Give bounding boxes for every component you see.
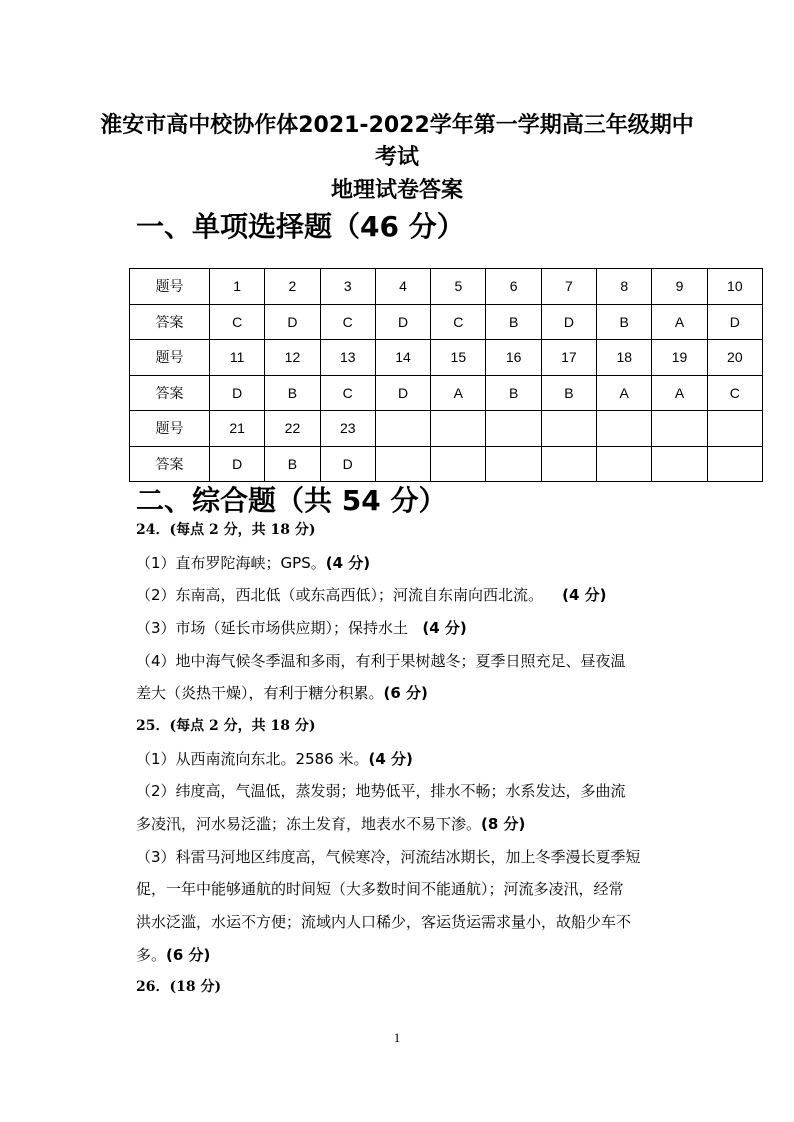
section-heading-comprehensive: 二、综合题（共 54 分）	[136, 484, 447, 517]
question-25-answer-3-line-4: 多。(6 分)	[136, 946, 211, 964]
question-25-answer-2-line-1: （2）纬度高，气温低，蒸发弱；地势低平，排水不畅；水系发达，多曲流	[136, 782, 626, 800]
answer-table-row	[130, 375, 763, 411]
answer-table-cell: 14	[375, 340, 430, 376]
answer-table-cell: 18	[597, 340, 652, 376]
answer-table-cell: 16	[486, 340, 541, 376]
answer-table-cell: 8	[597, 269, 652, 305]
answer-table-cell: 21	[210, 411, 265, 447]
document-title-line-1: 淮安市高中校协作体2021-2022学年第一学期高三年级期中	[100, 113, 694, 138]
answer-table-cell: 9	[652, 269, 707, 305]
answer-table-cell: D	[375, 304, 430, 340]
answer-table-cell: 5	[431, 269, 486, 305]
answer-table-row	[130, 269, 763, 305]
answer-table-cell: 6	[486, 269, 541, 305]
answer-table-cell: 13	[320, 340, 375, 376]
question-25-answer-3-line-1: （3）科雷马河地区纬度高，气候寒冷，河流结冰期长，加上冬季漫长夏季短	[136, 848, 641, 866]
answer-table-cell: B	[265, 375, 320, 411]
question-24-answer-2: （2）东南高，西北低（或东高西低）；河流自东南向西北流。 (4 分)	[136, 586, 607, 604]
answer-table-cell: A	[652, 304, 707, 340]
answer-table-row-label: 答案	[130, 446, 210, 482]
question-25-answer-2-line-2: 多凌汛，河水易泛滥；冻土发育，地表水不易下渗。(8 分)	[136, 815, 526, 833]
answer-table-cell: C	[320, 375, 375, 411]
answer-table-row-label: 题号	[130, 411, 210, 447]
question-25-header: 25．(每点 2 分，共 18 分)	[136, 718, 316, 734]
answer-table-cell: D	[707, 304, 762, 340]
answer-table-cell: D	[265, 304, 320, 340]
question-26-header: 26．(18 分)	[136, 979, 222, 995]
answer-table-cell: 10	[707, 269, 762, 305]
answer-table-cell	[486, 446, 541, 482]
question-25-answer-3-line-2: 促，一年中能够通航的时间短（大多数时间不能通航）；河流多凌汛，经常	[136, 880, 624, 898]
answer-table-row	[130, 304, 763, 340]
answer-table-row-label: 题号	[130, 269, 210, 305]
answer-table-cell: C	[431, 304, 486, 340]
answer-table-cell: D	[320, 446, 375, 482]
answer-table-row-label: 题号	[130, 340, 210, 376]
page-number: 1	[393, 1030, 401, 1045]
answer-table-row	[130, 340, 763, 376]
question-24-answer-1: （1）直布罗陀海峡；GPS。(4 分)	[136, 554, 371, 572]
answer-table-cell: B	[265, 446, 320, 482]
answer-table-cell: 23	[320, 411, 375, 447]
answer-table-cell: A	[431, 375, 486, 411]
answer-table-cell: 12	[265, 340, 320, 376]
answer-table-cell	[597, 446, 652, 482]
answer-table-cell: D	[210, 375, 265, 411]
answer-table-cell: C	[320, 304, 375, 340]
answer-table-cell: D	[541, 304, 596, 340]
answer-table-row-label: 答案	[130, 304, 210, 340]
answer-table-cell: 4	[375, 269, 430, 305]
answer-table-cell	[486, 411, 541, 447]
question-24-answer-3: （3）市场（延长市场供应期）；保持水土 (4 分)	[136, 619, 467, 637]
question-24-answer-4-line-2: 差大（炎热干燥），有利于糖分积累。(6 分)	[136, 684, 428, 702]
section-heading-multiple-choice: 一、单项选择题（46 分）	[136, 210, 465, 243]
answer-table-cell	[375, 411, 430, 447]
answer-table-cell: B	[597, 304, 652, 340]
question-24-header: 24．(每点 2 分，共 18 分)	[136, 522, 316, 538]
answer-table-cell	[652, 446, 707, 482]
answer-table-cell: 22	[265, 411, 320, 447]
answer-table-cell: 17	[541, 340, 596, 376]
answer-table-cell: 11	[210, 340, 265, 376]
answer-table-row	[130, 411, 763, 447]
question-25-answer-3-line-3: 洪水泛滥，水运不方便；流域内人口稀少，客运货运需求量小，故船少车不	[136, 913, 632, 931]
answer-table-cell: D	[210, 446, 265, 482]
answer-table-cell: A	[652, 375, 707, 411]
answer-table-cell: D	[375, 375, 430, 411]
question-25-answer-1: （1）从西南流向东北。2586 米。(4 分)	[136, 750, 413, 768]
document-subtitle: 地理试卷答案	[330, 178, 463, 203]
answer-table-cell: C	[210, 304, 265, 340]
answer-table-cell: C	[707, 375, 762, 411]
answer-table-cell: 20	[707, 340, 762, 376]
answer-table-cell	[541, 411, 596, 447]
answer-table-cell	[597, 411, 652, 447]
answer-table-cell: B	[541, 375, 596, 411]
answer-table-cell: A	[597, 375, 652, 411]
answer-table-cell: 3	[320, 269, 375, 305]
answer-table-cell	[431, 411, 486, 447]
answer-table-cell	[652, 411, 707, 447]
answer-table-cell	[707, 411, 762, 447]
answer-table-cell: 1	[210, 269, 265, 305]
answer-table-cell: 2	[265, 269, 320, 305]
answer-table-cell	[707, 446, 762, 482]
answer-table-cell	[431, 446, 486, 482]
answer-table-cell: B	[486, 375, 541, 411]
answer-table-cell	[375, 446, 430, 482]
answer-table	[129, 268, 763, 482]
question-24-answer-4-line-1: （4）地中海气候冬季温和多雨，有利于果树越冬；夏季日照充足、昼夜温	[136, 652, 626, 670]
answer-table-cell: 7	[541, 269, 596, 305]
answer-table-row-label: 答案	[130, 375, 210, 411]
answer-table-cell: 19	[652, 340, 707, 376]
document-title-line-2: 考试	[374, 145, 419, 170]
answer-table-cell	[541, 446, 596, 482]
answer-table-cell: B	[486, 304, 541, 340]
answer-table-cell: 15	[431, 340, 486, 376]
answer-table-row	[130, 446, 763, 482]
